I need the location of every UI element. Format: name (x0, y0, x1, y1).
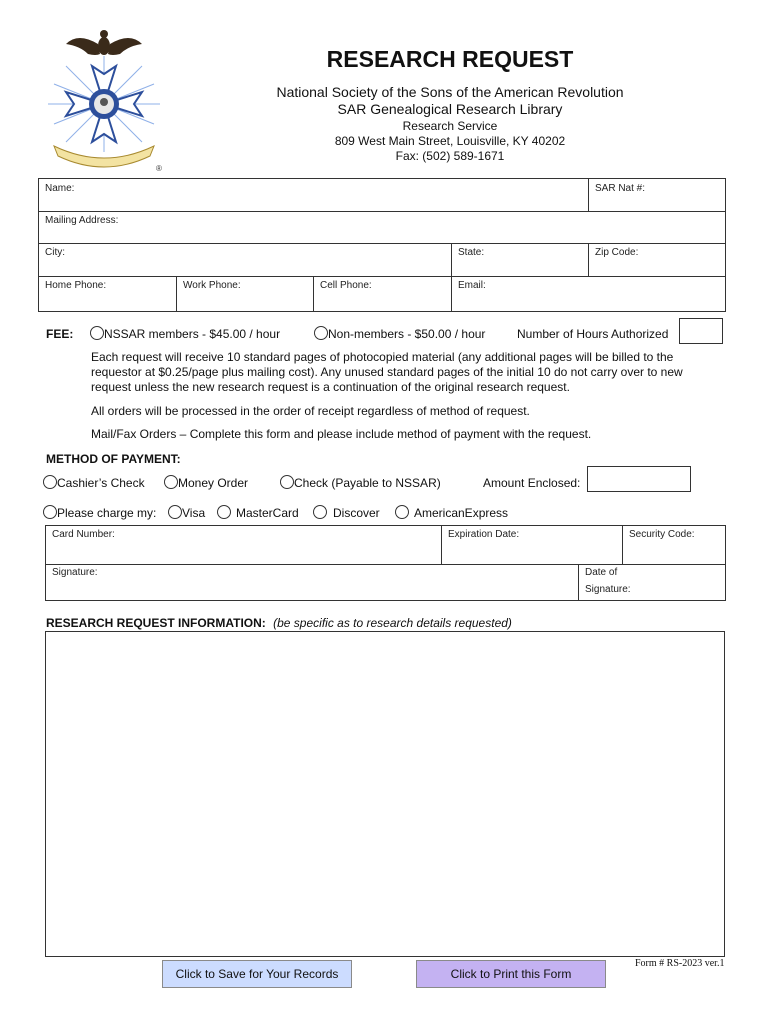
fee-label: FEE: (46, 327, 74, 341)
email-field[interactable] (452, 277, 726, 312)
fee-paragraph-line-3: request unless the new research request is a continuation of the original research request. (91, 380, 570, 394)
processing-note: All orders will be processed in the order of receipt regardless of method of request. (91, 404, 530, 418)
amex-label: AmericanExpress (414, 506, 509, 520)
fee-nonmembers-label: Non-members - $50.00 / hour (328, 327, 486, 341)
radio-amex[interactable] (395, 505, 409, 519)
name-field[interactable] (39, 179, 588, 211)
print-button[interactable]: Click to Print this Form (416, 960, 606, 988)
mail-fax-note: Mail/Fax Orders – Complete this form and please include method of payment with the request. (91, 427, 592, 441)
fee-paragraph-line-2: requestor at $0.25/page plus mailing cost). Any unused standard pages of the initial 10 do not carry over to new (91, 365, 683, 379)
sar-logo (38, 24, 170, 174)
sar-nat-field[interactable] (589, 179, 726, 211)
payment-heading: METHOD OF PAYMENT: (46, 452, 181, 466)
option-mastercard[interactable] (217, 505, 299, 520)
fee-option-nonmembers[interactable] (314, 326, 485, 341)
home-phone-field[interactable] (39, 277, 176, 312)
visa-label: Visa (182, 506, 206, 520)
mailing-address-label: Mailing Address: (45, 215, 119, 226)
service-line: Research Service (402, 119, 498, 133)
fee-paragraph-line-1: Each request will receive 10 standard pages of photocopied material (any additional pages will be billed to the (91, 350, 674, 364)
security-code-field[interactable] (623, 526, 726, 564)
name-label: Name: (45, 183, 75, 194)
date-of-signature-label: Signature: (585, 584, 631, 595)
radio-members[interactable] (90, 326, 104, 340)
expiration-date-field[interactable] (442, 526, 622, 564)
card-number-field[interactable] (46, 526, 441, 564)
research-heading: RESEARCH REQUEST INFORMATION: (46, 616, 266, 630)
option-amex[interactable] (395, 505, 508, 520)
state-field[interactable] (452, 244, 588, 276)
date-of-signature-field[interactable] (579, 565, 726, 601)
date-of-label: Date of (585, 567, 618, 578)
email-label: Email: (458, 280, 486, 291)
fax-line: Fax: (502) 589-1671 (395, 149, 505, 163)
sar-nat-label: SAR Nat #: (595, 183, 646, 194)
expiration-date-label: Expiration Date: (448, 529, 520, 540)
cashiers-check-label: Cashier’s Check (57, 476, 145, 490)
address-line: 809 West Main Street, Louisville, KY 40202 (334, 134, 566, 148)
org-line-2: SAR Genealogical Research Library (337, 101, 563, 117)
check-label: Check (Payable to NSSAR) (294, 476, 441, 490)
please-charge (43, 505, 156, 520)
zip-code-field[interactable] (589, 244, 726, 276)
svg-text:®: ® (156, 164, 162, 173)
option-visa[interactable] (168, 505, 205, 520)
home-phone-label: Home Phone: (45, 280, 107, 291)
radio-visa[interactable] (168, 505, 182, 519)
card-number-label: Card Number: (52, 529, 115, 540)
security-code-label: Security Code: (629, 529, 695, 540)
form-number: Form # RS-2023 ver.1 (635, 958, 725, 969)
signature-label: Signature: (52, 567, 98, 578)
fee-members-label: NSSAR members - $45.00 / hour (104, 327, 281, 341)
amount-enclosed-label: Amount Enclosed: (483, 476, 581, 490)
radio-charge[interactable] (43, 505, 57, 519)
research-details-textarea[interactable] (45, 631, 725, 957)
contact-info-table (38, 178, 726, 312)
radio-cashiers-check[interactable] (43, 475, 57, 489)
research-note: (be specific as to research details requested) (273, 616, 512, 630)
option-cashiers-check[interactable] (43, 475, 145, 490)
eagle-icon (66, 30, 142, 55)
radio-mastercard[interactable] (217, 505, 231, 519)
mastercard-label: MasterCard (236, 506, 299, 520)
money-order-label: Money Order (178, 476, 249, 490)
option-money-order[interactable] (164, 475, 248, 490)
city-label: City: (45, 247, 65, 258)
please-charge-label: Please charge my: (57, 506, 157, 520)
save-button[interactable]: Click to Save for Your Records (162, 960, 352, 988)
hours-authorized-field[interactable] (679, 318, 723, 344)
amount-enclosed-field[interactable] (587, 466, 691, 492)
cell-phone-label: Cell Phone: (320, 280, 372, 291)
option-discover[interactable] (313, 505, 380, 520)
work-phone-label: Work Phone: (183, 280, 241, 291)
work-phone-field[interactable] (177, 277, 313, 312)
radio-discover[interactable] (313, 505, 327, 519)
org-line-1: National Society of the Sons of the American Revolution (276, 84, 624, 100)
signature-field[interactable] (46, 565, 578, 601)
discover-label: Discover (333, 506, 380, 520)
option-check[interactable] (280, 475, 441, 490)
fee-option-members[interactable] (90, 326, 280, 341)
state-label: State: (458, 247, 485, 258)
research-heading-row (46, 616, 512, 630)
radio-nonmembers[interactable] (314, 326, 328, 340)
radio-money-order[interactable] (164, 475, 178, 489)
radio-check[interactable] (280, 475, 294, 489)
card-info-table (45, 525, 726, 601)
city-field[interactable] (39, 244, 451, 276)
cell-phone-field[interactable] (314, 277, 451, 312)
page-title: RESEARCH REQUEST (326, 46, 574, 72)
mailing-address-field[interactable] (39, 212, 726, 243)
hours-authorized-label: Number of Hours Authorized (517, 327, 669, 341)
zip-code-label: Zip Code: (595, 247, 639, 258)
